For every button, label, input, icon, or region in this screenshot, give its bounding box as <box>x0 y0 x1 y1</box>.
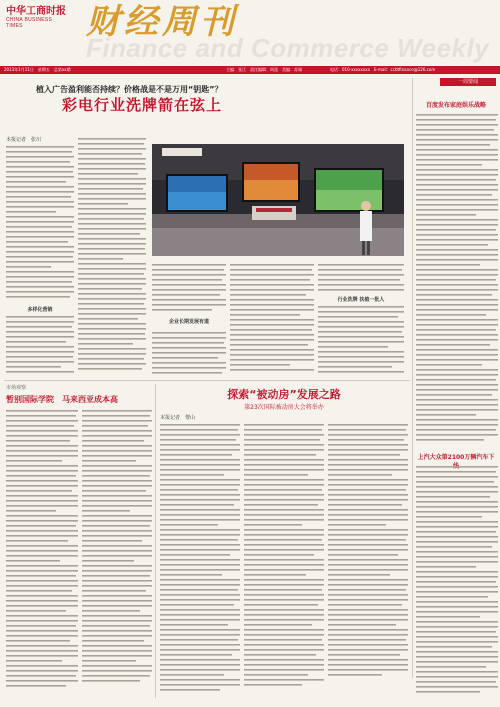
body-text-texture <box>244 422 324 698</box>
text-column-1 <box>6 144 74 376</box>
sidebar-head-2: 上汽大众第2100万辆汽车下 <box>417 454 495 461</box>
masthead-cn: 财经周刊 <box>86 2 238 42</box>
masthead-en: Finance and Commerce Weekly <box>86 33 490 63</box>
newspaper-logo <box>6 6 70 29</box>
date-info: 2013年1月11日 星期五 总第xx期 <box>4 67 71 72</box>
column-divider-bottom <box>155 384 156 698</box>
sidebar-text-2 <box>416 464 498 700</box>
header-info-bar <box>0 66 500 74</box>
body-text-texture <box>328 422 408 698</box>
text-column-4 <box>230 262 314 376</box>
bottom-byline: 本报记者 黎山 <box>160 415 196 421</box>
main-byline: 本报记者 张川 <box>6 137 42 143</box>
logo-en: CHINA BUSINESS TIMES <box>6 17 53 29</box>
section-tag-market: 市场观察 <box>6 385 27 391</box>
text-column-bottom-1 <box>6 408 78 698</box>
contact: 电话：010-xxxxxxxx E-mail：ccbtfinance@126.com <box>330 67 436 72</box>
text-column-bottom-4 <box>244 422 324 698</box>
main-headline: 彩电行业洗牌箭在弦上 <box>62 96 223 114</box>
body-text-texture <box>318 262 404 376</box>
text-column-bottom-3 <box>160 422 240 698</box>
subhead-industry-reshuffle: 行业洗牌 扶植一批人 <box>337 297 385 303</box>
section-divider <box>4 380 410 381</box>
sidebar-text-1 <box>416 112 498 448</box>
text-column-bottom-2 <box>82 408 152 698</box>
subhead-diversified-marketing: 多样化营销 <box>27 307 53 313</box>
text-column-2 <box>78 136 146 376</box>
body-text-texture <box>416 112 498 448</box>
logo-cn: 中华工商时报 <box>6 6 66 17</box>
subhead-long-term-development: 企业长期发展有道 <box>168 319 209 325</box>
left-bottom-headline: 暂别国际学院 马来西亚成本高 <box>6 395 118 404</box>
bottom-headline: 探索“被动房”发展之路 <box>227 388 341 401</box>
text-column-bottom-5 <box>328 422 408 698</box>
body-text-texture <box>160 422 240 698</box>
bottom-subheadline: 第23次国际被动房大会将举办 <box>244 404 324 411</box>
body-text-texture <box>82 408 152 698</box>
body-text-texture <box>6 144 74 376</box>
tv-showroom-image <box>152 144 404 256</box>
sidebar-head-1: 百度发布家庭娱乐战略 <box>425 102 486 109</box>
text-column-5 <box>318 262 404 376</box>
main-photo-tv-showroom <box>152 144 404 256</box>
editors: 主编：张江 责任编辑：周泓 美编：苏瑞 <box>226 67 302 72</box>
column-divider <box>412 78 413 678</box>
body-text-texture <box>230 262 314 376</box>
main-kicker: 植入广告盈利能否持续？价格战是不是万用“钥匙”？ <box>36 85 223 94</box>
body-text-texture <box>78 136 146 376</box>
body-text-texture <box>6 408 78 698</box>
sidebar-tag: 一周要闻 <box>440 78 496 86</box>
body-text-texture <box>416 464 498 700</box>
